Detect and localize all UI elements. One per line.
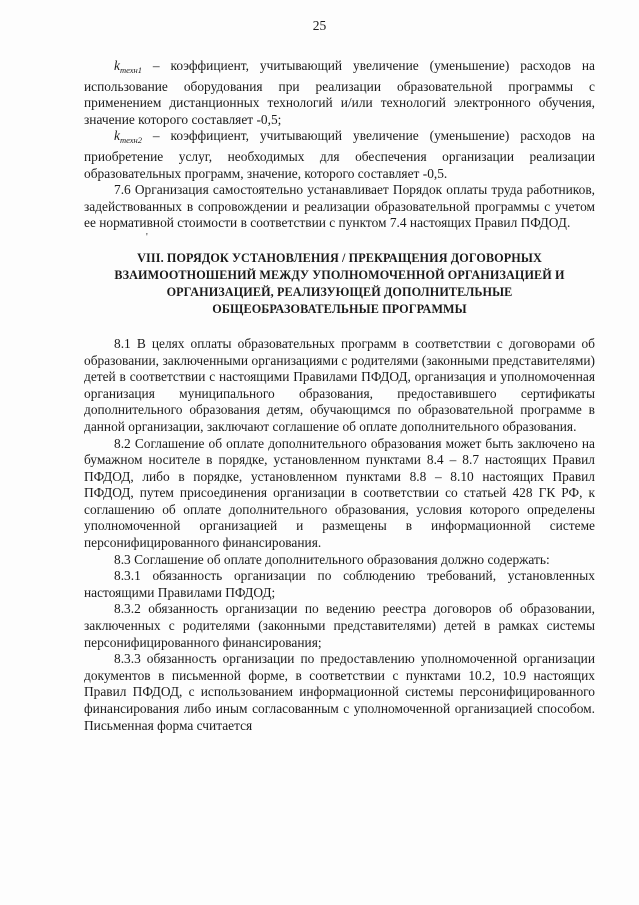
paragraph-8-1: 8.1 В целях оплаты образовательных программ в соответствии с договорами об образовании, заключенными организациями с родителями (законными представителями) детей в соответствии с настоящими Правилами ПФДОД, организация и уполномоченная организация муниципального образования, предоставившего сертификаты дополнительного образования детям, обучающимся по образовательной программе в данной организации, заключают соглашение об оплате дополнительного образования.: [84, 335, 595, 434]
stray-mark: ': [146, 231, 148, 243]
coefficient-2-paragraph: [84, 128, 595, 182]
coefficient-1-text: – коэффициент, учитывающий увеличение (уменьшение) расходов на использование оборудования при реализации образовательной программы с применением дистанционных технологий и/или технологий электронного обучения, значение которого составляет -0,5;: [84, 58, 595, 127]
paragraph-8-3: 8.3 Соглашение об оплате дополнительного образования должно содержать:: [114, 551, 550, 567]
paragraph-8-3-2: 8.3.2 обязанность организации по ведению реестра договоров об образовании, заключенных с родителями (законными представителями) детей в рамках системы персонифицированного финансирования;: [84, 601, 595, 650]
paragraph-8-3-3: 8.3.3 обязанность организации по предоставлению уполномоченной организации документов в письменной форме, в соответствии с пунктами 10.2, 10.9 настоящих Правил ПФДОД, с использованием информационной системы персонифицированного финансирования либо иным согласованным с уполномоченной организацией способом. Письменная форма считается: [84, 651, 595, 733]
page-number: 25: [312, 18, 327, 33]
coefficient-1-paragraph: [84, 58, 595, 128]
coefficient-2-text: – коэффициент, учитывающий увеличение (уменьшение) расходов на приобретение услуг, необходимых для обеспечения организации реализации образовательных программ, значение, которого составляет -0,5.: [84, 128, 595, 181]
document-body: [84, 58, 595, 734]
coefficient-2-symbol: $k_{техн2}$: [114, 128, 142, 146]
coefficient-1-symbol: $k_{техн1}$: [114, 58, 142, 75]
paragraph-7-6: 7.6 Организация самостоятельно устанавливает Порядок оплаты труда работников, задействованных в сопровождении и реализации образовательной программы с учетом ее нормативной стоимости в соответствии с пунктом 7.4 настоящих Правил ПФДОД.: [84, 182, 595, 231]
section-heading: VIII. ПОРЯДОК УСТАНОВЛЕНИЯ / ПРЕКРАЩЕНИЯ ДОГОВОРНЫХ ВЗАИМООТНОШЕНИЙ МЕЖДУ УПОЛНОМОЧЕННОЙ ОРГАНИЗАЦИЕЙ И ОРГАНИЗАЦИЕЙ, РЕАЛИЗУЮЩЕЙ ДОПОЛНИТЕЛЬНЫЕ ОБЩЕОБРАЗОВАТЕЛЬНЫЕ ПРОГРАММЫ: [114, 250, 565, 316]
paragraph-8-3-1: 8.3.1 обязанность организации по соблюдению требований, установленных настоящими Правилами ПФДОД;: [84, 568, 595, 600]
paragraph-8-2: 8.2 Соглашение об оплате дополнительного образования может быть заключено на бумажном носителе в порядке, установленном пунктами 8.4 – 8.7 настоящих Правил ПФДОД, либо в порядке, установленном пунктами 8.8 – 8.10 настоящих Правил ПФДОД, путем присоединения организации в соответствии со статьей 428 ГК РФ, к соглашению об оплате дополнительного образования, условия которого определены уполномоченной организацией и размещены в информационной системе персонифицированного финансирования.: [84, 435, 595, 551]
